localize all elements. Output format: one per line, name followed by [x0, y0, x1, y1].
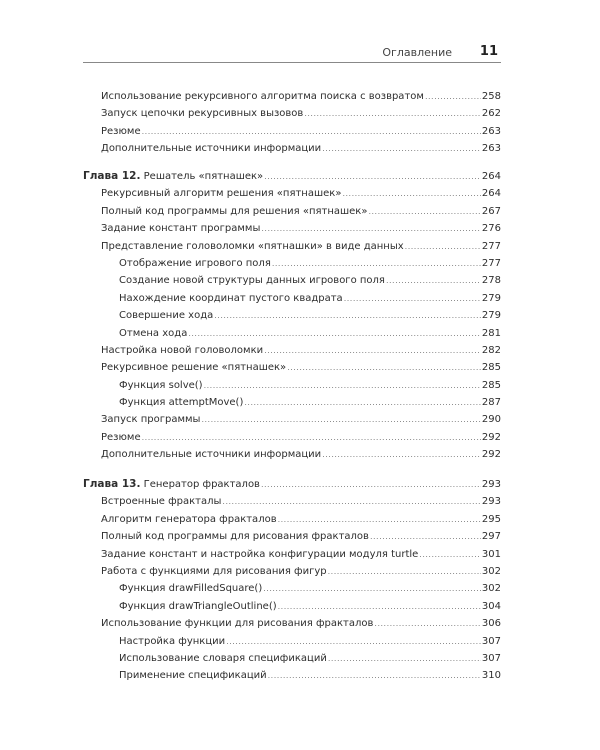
dot-leader: [405, 238, 481, 255]
chapter-number: Глава 12.: [83, 170, 141, 182]
dot-leader: [222, 493, 480, 510]
entry-page: 279: [481, 292, 501, 304]
toc-entry: [83, 446, 501, 463]
toc-group: [83, 88, 501, 158]
dot-leader: [344, 290, 481, 307]
toc-group: [83, 168, 501, 464]
entry-title: Дополнительные источники информации: [101, 449, 322, 461]
entry-title: Отмена хода: [119, 327, 188, 339]
entry-page: 278: [481, 275, 501, 287]
toc-chapter-entry: [83, 168, 501, 185]
entry-title: Резюме: [101, 431, 141, 443]
dot-leader: [304, 105, 481, 122]
dot-leader: [204, 377, 481, 394]
toc-entry: [83, 220, 501, 237]
entry-page: 307: [481, 652, 501, 664]
page-number: 11: [479, 44, 498, 59]
entry-title: Использование функции для рисования фракталов: [101, 618, 374, 630]
toc-entry: [83, 359, 501, 376]
dot-leader: [328, 563, 481, 580]
toc-entry: [83, 272, 501, 289]
entry-title: Запуск программы: [101, 414, 201, 426]
chapter-number: Глава 13.: [83, 478, 141, 490]
section-title: Оглавление: [382, 46, 452, 59]
toc-entry: [83, 598, 501, 615]
toc-entry: [83, 238, 501, 255]
toc-entry: [83, 667, 501, 684]
entry-title: Запуск цепочки рекурсивных вызовов: [101, 108, 304, 120]
dot-leader: [264, 168, 481, 185]
entry-page: 282: [481, 344, 501, 356]
entry-label: [119, 325, 187, 342]
toc-entry: [83, 633, 501, 650]
entry-label: [83, 168, 263, 185]
entry-page: 293: [481, 496, 501, 508]
entry-page: 307: [481, 635, 501, 647]
entry-label: [119, 272, 385, 289]
entry-page: 302: [481, 565, 501, 577]
entry-title: Функция solve(): [119, 379, 203, 391]
entry-page: 287: [481, 397, 501, 409]
dot-leader: [425, 88, 481, 105]
toc-entry: [83, 185, 501, 202]
entry-title: Совершение хода: [119, 310, 214, 322]
entry-label: [101, 220, 260, 237]
entry-page: 277: [481, 257, 501, 269]
entry-title: Работа с функциями для рисования фигур: [101, 565, 327, 577]
entry-label: [101, 546, 418, 563]
entry-title: Функция attemptMove(): [119, 397, 244, 409]
dot-leader: [419, 546, 481, 563]
entry-label: [101, 411, 200, 428]
toc-entry: [83, 255, 501, 272]
entry-page: 276: [481, 223, 501, 235]
entry-label: [101, 88, 424, 105]
toc-entry: [83, 307, 501, 324]
entry-title: Нахождение координат пустого квадрата: [119, 292, 343, 304]
header-rule: [83, 62, 501, 63]
entry-page: 292: [481, 449, 501, 461]
entry-label: [119, 377, 203, 394]
dot-leader: [322, 446, 481, 463]
entry-title: Настройка функции: [119, 635, 226, 647]
toc-entry: [83, 203, 501, 220]
entry-label: [101, 140, 321, 157]
entry-label: [119, 394, 243, 411]
entry-title: Отображение игрового поля: [119, 257, 271, 269]
running-header: [83, 44, 500, 62]
toc-entry: [83, 580, 501, 597]
entry-title: Алгоритм генератора фракталов: [101, 513, 277, 525]
entry-page: 306: [481, 618, 501, 630]
entry-title: Полный код программы для решения «пятнашек»: [101, 205, 368, 217]
dot-leader: [244, 394, 481, 411]
dot-leader: [278, 598, 481, 615]
dot-leader: [142, 429, 481, 446]
entry-title: Задание констант программы: [101, 223, 261, 235]
entry-label: [101, 185, 341, 202]
toc-group: [83, 476, 501, 685]
toc-entry: [83, 88, 501, 105]
toc-entry: [83, 342, 501, 359]
entry-title: Применение спецификаций: [119, 670, 267, 682]
entry-page: 301: [481, 548, 501, 560]
entry-title: Решатель «пятнашек»: [143, 171, 264, 182]
entry-title: Представление головоломки «пятнашки» в виде данных: [101, 240, 404, 252]
entry-label: [101, 429, 141, 446]
entry-label: [119, 255, 271, 272]
toc-entry: [83, 511, 501, 528]
dot-leader: [328, 650, 481, 667]
toc-entry: [83, 411, 501, 428]
entry-title: Дополнительные источники информации: [101, 143, 322, 155]
dot-leader: [278, 511, 481, 528]
dot-leader: [264, 342, 481, 359]
entry-page: 285: [481, 379, 501, 391]
dot-leader: [342, 185, 480, 202]
entry-page: 263: [481, 143, 501, 155]
entry-label: [101, 123, 141, 140]
entry-label: [101, 238, 404, 255]
toc-chapter-entry: [83, 476, 501, 493]
entry-title: Резюме: [101, 125, 141, 137]
entry-page: 267: [481, 205, 501, 217]
entry-label: [119, 650, 327, 667]
entry-label: [119, 307, 213, 324]
entry-label: [119, 667, 267, 684]
entry-page: 264: [481, 171, 501, 182]
toc-entry: [83, 394, 501, 411]
dot-leader: [368, 203, 480, 220]
toc-entry: [83, 325, 501, 342]
entry-page: 258: [481, 91, 501, 102]
entry-title: Использование словаря спецификаций: [119, 652, 327, 664]
entry-label: [101, 342, 263, 359]
toc-entry: [83, 528, 501, 545]
toc-entry: [83, 563, 501, 580]
dot-leader: [322, 140, 481, 157]
entry-page: 292: [481, 431, 501, 443]
entry-page: 304: [481, 600, 501, 612]
entry-label: [101, 105, 303, 122]
entry-title: Полный код программы для рисования фракталов: [101, 531, 369, 543]
entry-page: 297: [481, 531, 501, 543]
entry-title: Использование рекурсивного алгоритма поиска с возвратом: [101, 91, 424, 102]
entry-title: Задание констант и настройка конфигурации модуля turtle: [101, 548, 419, 560]
entry-label: [101, 359, 286, 376]
entry-page: 293: [481, 479, 501, 490]
toc-entry: [83, 123, 501, 140]
dot-leader: [263, 580, 481, 597]
entry-label: [119, 290, 343, 307]
entry-title: Функция drawFilledSquare(): [119, 583, 263, 595]
toc-entry: [83, 290, 501, 307]
entry-page: 264: [481, 188, 501, 200]
toc-entry: [83, 650, 501, 667]
entry-title: Рекурсивный алгоритм решения «пятнашек»: [101, 188, 342, 200]
entry-page: 262: [481, 108, 501, 120]
entry-page: 277: [481, 240, 501, 252]
entry-title: Встроенные фракталы: [101, 496, 222, 508]
dot-leader: [142, 123, 481, 140]
entry-page: 263: [481, 125, 501, 137]
dot-leader: [188, 325, 481, 342]
dot-leader: [374, 615, 480, 632]
entry-label: [119, 580, 262, 597]
dot-leader: [261, 476, 481, 493]
entry-label: [83, 476, 260, 493]
dot-leader: [201, 411, 480, 428]
entry-page: 295: [481, 513, 501, 525]
dot-leader: [268, 667, 481, 684]
dot-leader: [272, 255, 481, 272]
entry-title: Функция drawTriangleOutline(): [119, 600, 277, 612]
dot-leader: [261, 220, 481, 237]
entry-page: 285: [481, 362, 501, 374]
dot-leader: [386, 272, 481, 289]
entry-label: [101, 615, 373, 632]
entry-label: [119, 598, 277, 615]
dot-leader: [214, 307, 481, 324]
entry-label: [101, 446, 321, 463]
entry-page: 302: [481, 583, 501, 595]
entry-title: Рекурсивное решение «пятнашек»: [101, 362, 287, 374]
entry-label: [101, 563, 327, 580]
entry-label: [101, 203, 367, 220]
toc-entry: [83, 105, 501, 122]
entry-page: 290: [481, 414, 501, 426]
entry-title: Настройка новой головоломки: [101, 344, 264, 356]
entry-title: Генератор фракталов: [143, 479, 260, 490]
toc-entry: [83, 615, 501, 632]
entry-title: Создание новой структуры данных игрового поля: [119, 275, 385, 287]
entry-page: 281: [481, 327, 501, 339]
entry-label: [101, 493, 221, 510]
toc-entry: [83, 493, 501, 510]
entry-label: [119, 633, 225, 650]
toc-entry: [83, 546, 501, 563]
entry-label: [101, 528, 369, 545]
toc-entry: [83, 377, 501, 394]
dot-leader: [226, 633, 481, 650]
entry-page: 310: [481, 670, 501, 682]
entry-label: [101, 511, 277, 528]
dot-leader: [287, 359, 481, 376]
entry-page: 279: [481, 310, 501, 322]
dot-leader: [370, 528, 481, 545]
toc-entry: [83, 140, 501, 157]
toc-entry: [83, 429, 501, 446]
